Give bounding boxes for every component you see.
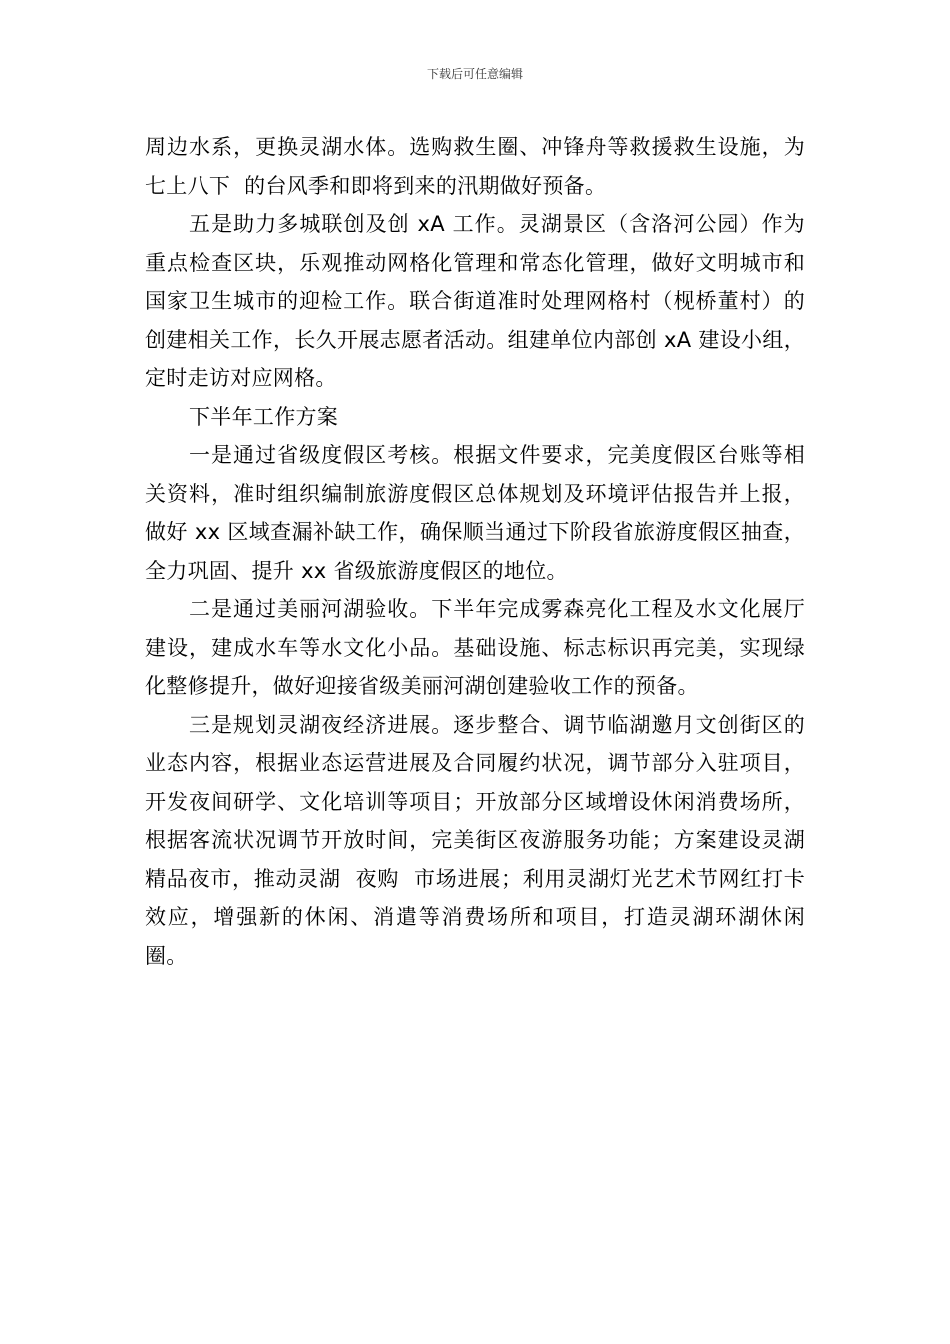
document-body	[145, 128, 819, 975]
section-heading-second-half-plan: 下半年工作方案	[189, 404, 339, 429]
paragraph-river-lake-acceptance: 二是通过美丽河湖验收。下半年完成雾森亮化工程及水文化展厅建设，建成水车等水文化小品。基础设施、标志标识再完美，实现绿化整修提升，做好迎接省级美丽河湖创建验收工作的预备。	[145, 597, 805, 698]
paragraph-city-campaign: 五是助力多城联创及创 xA 工作。灵湖景区（含洛河公园）作为重点检查区块，乐观推动网格化管理和常态化管理，做好文明城市和国家卫生城市的迎检工作。联合街道准时处理网格村（枧桥董村）的创建相关工作，长久开展志愿者活动。组建单位内部创 xA 建设小组，定时走访对应网格。	[145, 212, 805, 390]
paragraph-flood-preparation: 周边水系，更换灵湖水体。选购救生圈、冲锋舟等救援救生设施，为 七上八下 的台风季和即将到来的汛期做好预备。	[145, 135, 819, 198]
paragraph-resort-assessment: 一是通过省级度假区考核。根据文件要求，完美度假区台账等相关资料，准时组织编制旅游度假区总体规划及环境评估报告并上报，做好 xx 区域查漏补缺工作，确保顺当通过下阶段省旅游度假区抽查，全力巩固、提升 xx 省级旅游度假区的地位。	[145, 443, 805, 583]
page-header-note: 下载后可任意编辑	[426, 67, 523, 81]
paragraph-night-economy: 三是规划灵湖夜经济进展。逐步整合、调节临湖邀月文创街区的业态内容，根据业态运营进展及合同履约状况，调节部分入驻项目，开发夜间研学、文化培训等项目；开放部分区域增设休闲消费场所，根据客流状况调节开放时间，完美街区夜游服务功能；方案建设灵湖精品夜市，推动灵湖 夜购 市场进展；利用灵湖灯光艺术节网红打卡效应，增强新的休闲、消遣等消费场所和项目，打造灵湖环湖休闲圈。	[145, 712, 805, 968]
